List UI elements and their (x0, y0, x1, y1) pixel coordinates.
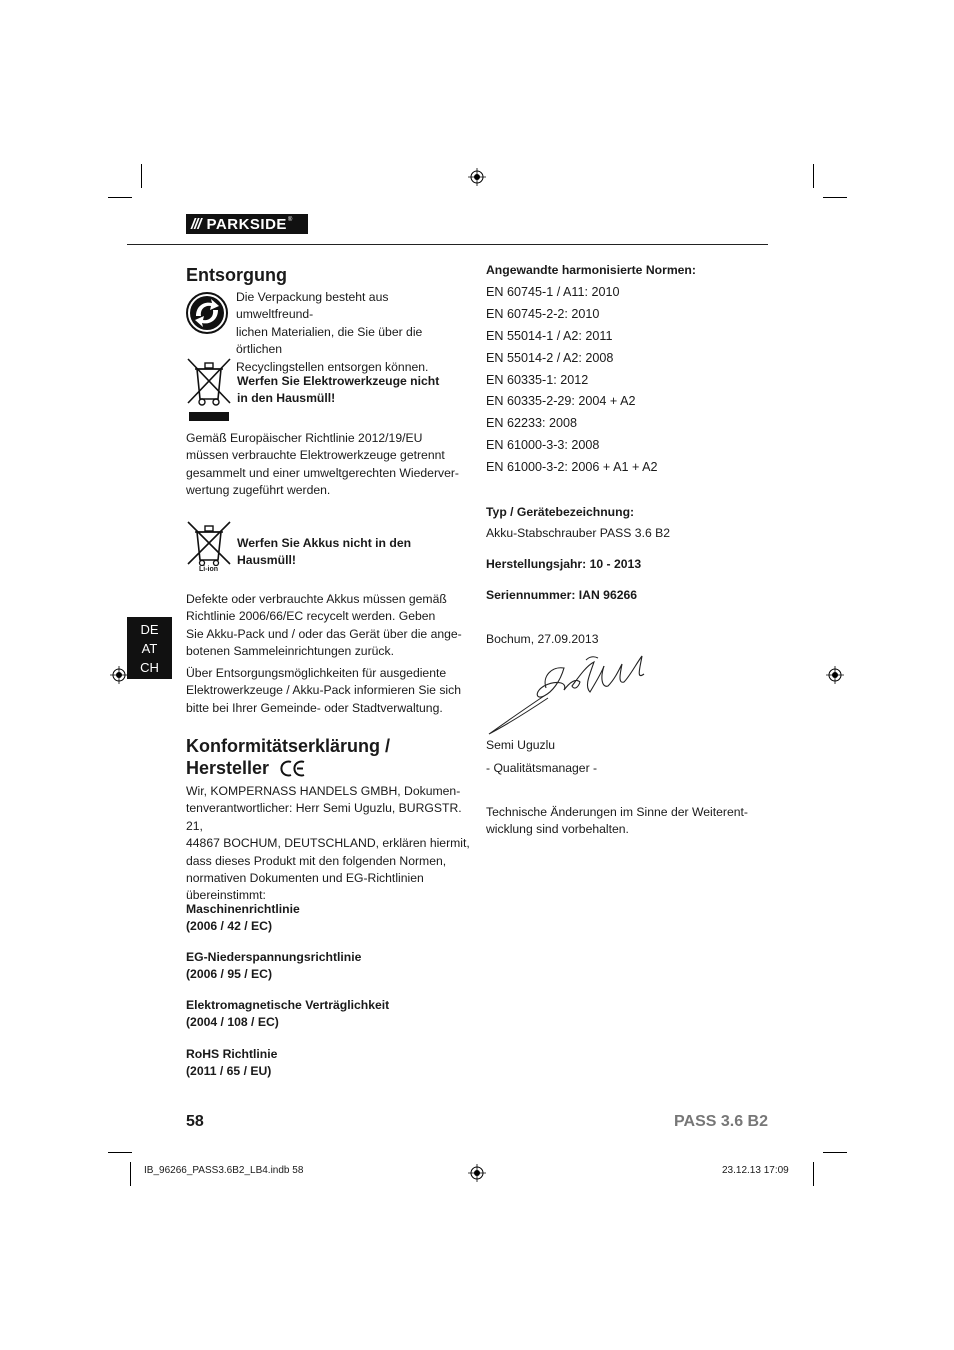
print-file-name: IB_96266_PASS3.6B2_LB4.indb 58 (144, 1165, 304, 1176)
norms-list (486, 282, 658, 479)
recycling-text: Die Verpackung besteht aus umweltfreund- lichen Materialien, die Sie über die örtlichen Recyclingstellen entsorgen können. (236, 290, 429, 374)
norm-item: EN 60745-2-2: 2010 (486, 306, 600, 321)
norm-item: EN 61000-3-3: 2008 (486, 438, 600, 453)
page-number: 58 (186, 1113, 204, 1130)
crop-mark (130, 1162, 131, 1186)
norm-item: EN 60335-2-29: 2004 + A2 (486, 394, 636, 409)
norm-item: EN 61000-3-2: 2006 + A1 + A2 (486, 460, 658, 475)
ce-mark-icon (280, 760, 306, 777)
type-value: Akku-Stabschrauber PASS 3.6 B2 (486, 526, 671, 540)
norm-item: EN 60335-1: 2012 (486, 372, 589, 387)
logo-text: PARKSIDE (206, 215, 287, 233)
registration-mark-icon (110, 666, 128, 684)
battery-warning: Werfen Sie Akkus nicht in den Hausmüll! (237, 536, 412, 568)
logo-registered-mark: ® (287, 217, 293, 223)
crop-mark (823, 197, 847, 198)
place-date: Bochum, 27.09.2013 (486, 632, 599, 646)
language-tab: DE AT CH (127, 617, 172, 679)
norms-title: Angewandte harmonisierte Normen: (486, 263, 696, 277)
directive-emc: Elektromagnetische Verträglichkeit (2004 / 108 / EC) (186, 998, 390, 1030)
recycling-icon (186, 292, 228, 334)
norm-item: EN 55014-1 / A2: 2011 (486, 328, 613, 343)
weee-warning: Werfen Sie Elektrowerkzeuge nicht in den Hausmüll! (237, 374, 440, 406)
registration-mark-icon (468, 168, 486, 186)
norm-item: EN 55014-2 / A2: 2008 (486, 350, 614, 365)
manufacturer-declaration: Wir, KOMPERNASS HANDELS GMBH, Dokumen- tenverantwortlicher: Herr Semi Uguzlu, BURGSTR. 21, 44867 BOCHUM, DEUTSCHLAND, erklären hiermit, dass dieses Produkt mit den folgenden Normen, normativen Dokumenten und EG-Richtlinien übereinstimmt: (186, 784, 470, 903)
crop-mark (823, 1152, 847, 1153)
technical-changes-note: Technische Änderungen im Sinne der Weiterent- wicklung sind vorbehalten. (486, 805, 748, 837)
crop-mark (108, 197, 132, 198)
serial-number: Seriennummer: IAN 96266 (486, 588, 638, 602)
manufacture-year: Herstellungsjahr: 10 - 2013 (486, 557, 642, 571)
print-timestamp: 23.12.13 17:09 (722, 1165, 789, 1176)
registration-mark-icon (468, 1164, 486, 1182)
directive-low-voltage: EG-Niederspannungsrichtlinie (2006 / 95 / EC) (186, 950, 362, 982)
signature-image (486, 652, 651, 736)
entsorgung-heading: Entsorgung (186, 265, 287, 285)
norm-item: EN 60745-1 / A11: 2010 (486, 285, 620, 299)
type-title: Typ / Gerätebezeichnung: (486, 505, 635, 519)
directive-machinery: Maschinenrichtlinie (2006 / 42 / EC) (186, 902, 300, 934)
signer-name: Semi Uguzlu (486, 738, 556, 752)
battery-bin-icon (186, 520, 232, 566)
signer-role: - Qualitätsmanager - (486, 761, 598, 775)
disposal-info-text: Über Entsorgungsmöglichkeiten für ausgediente Elektrowerkzeuge / Akku-Pack informieren Sie sich bitte bei Ihrer Gemeinde- oder Stadtverwaltung. (186, 666, 462, 715)
crop-mark (141, 164, 142, 188)
crop-mark (813, 1162, 814, 1186)
crop-mark (813, 164, 814, 188)
konformitaet-heading: Konformitätserklärung / Hersteller (186, 736, 391, 778)
parkside-logo (186, 214, 308, 234)
crop-mark (108, 1152, 132, 1153)
directive-rohs: RoHS Richtlinie (2011 / 65 / EU) (186, 1047, 278, 1079)
crossed-bin-icon (186, 357, 232, 421)
model-name: PASS 3.6 B2 (674, 1113, 768, 1130)
battery-text: Defekte oder verbrauchte Akkus müssen gemäß Richtlinie 2006/66/EC recycelt werden. Geben Sie Akku-Pack und / oder das Gerät über die ange- botenen Sammeleinrichtungen zurück. (186, 592, 462, 659)
logo-slashes: /// (191, 215, 201, 233)
weee-text: Gemäß Europäischer Richtlinie 2012/19/EU müssen verbrauchte Elektrowerkzeuge getrennt gesammelt und einer umweltgerechten Wiederver- wertung zugeführt werden. (186, 431, 459, 498)
registration-mark-icon (826, 666, 844, 684)
norm-item: EN 62233: 2008 (486, 416, 578, 431)
li-ion-label: Li-ion (199, 566, 219, 573)
header-rule (127, 244, 768, 245)
